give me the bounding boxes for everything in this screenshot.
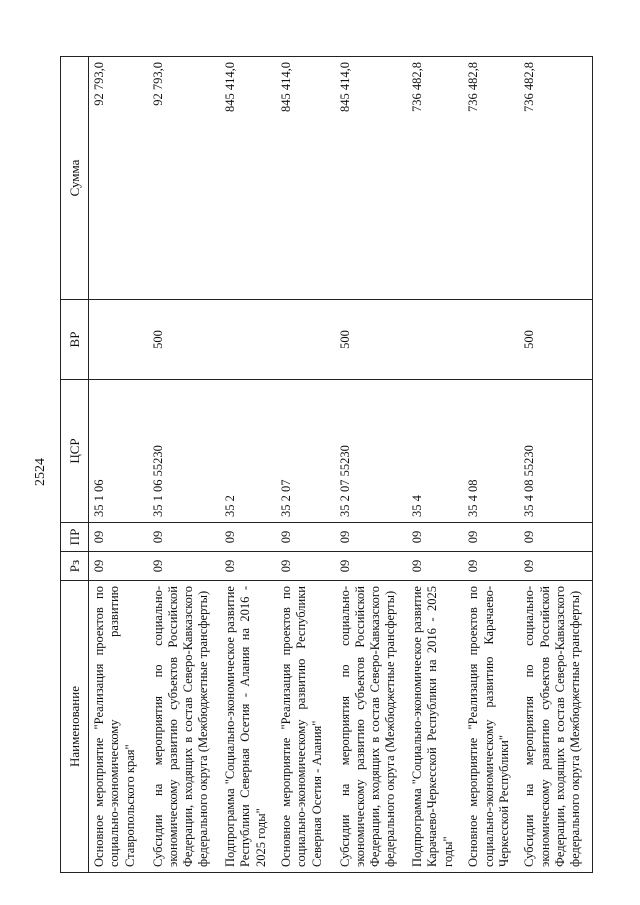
cell-name: Основное мероприятие "Реализация проектов по социально-экономическому развитию Республики Северная Осетия - Алания" <box>276 581 334 873</box>
cell-csr: 35 1 06 <box>89 380 148 523</box>
cell-sum: 736 482,8 <box>519 57 592 300</box>
cell-pr: 09 <box>407 523 463 552</box>
header-pr: ПР <box>61 523 89 552</box>
cell-name: Основное мероприятие "Реализация проектов по социально-экономическому развитию Карачаево-Черкесской Республики" <box>463 581 519 873</box>
header-vr: ВР <box>61 300 89 380</box>
cell-sum: 736 482,8 <box>463 57 519 300</box>
cell-sum: 845 414,0 <box>335 57 408 300</box>
cell-name: Основное мероприятие "Реализация проектов по социально-экономическому развитию Ставропольского края" <box>89 581 148 873</box>
page-number <box>30 452 52 492</box>
cell-sum: 92 793,0 <box>148 57 221 300</box>
cell-csr: 35 1 06 55230 <box>148 380 221 523</box>
cell-csr: 35 4 08 <box>463 380 519 523</box>
cell-csr: 35 4 <box>407 380 463 523</box>
cell-vr <box>89 300 148 380</box>
header-sum: Сумма <box>61 57 89 300</box>
cell-pr: 09 <box>335 523 408 552</box>
table-row <box>463 57 519 873</box>
cell-sum: 92 793,0 <box>89 57 148 300</box>
cell-csr: 35 2 07 55230 <box>335 380 408 523</box>
cell-vr: 500 <box>519 300 592 380</box>
cell-rz: 09 <box>519 552 592 581</box>
cell-vr <box>463 300 519 380</box>
cell-pr: 09 <box>148 523 221 552</box>
table-row <box>519 57 592 873</box>
cell-rz: 09 <box>335 552 408 581</box>
table-row <box>148 57 221 873</box>
cell-vr: 500 <box>148 300 221 380</box>
budget-table <box>60 56 593 873</box>
cell-pr: 09 <box>89 523 148 552</box>
cell-csr: 35 4 08 55230 <box>519 380 592 523</box>
cell-rz: 09 <box>463 552 519 581</box>
table-row <box>89 57 148 873</box>
page-number-text: 2524 <box>33 458 48 486</box>
table-row <box>335 57 408 873</box>
cell-pr: 09 <box>276 523 334 552</box>
cell-csr: 35 2 07 <box>276 380 334 523</box>
cell-name: Субсидии на мероприятия по социально-экономическому развитию субъектов Российской Федерации, входящих в состав Северо-Кавказского федерального округа (Межбюджетные трансферты) <box>519 581 592 873</box>
table-row <box>407 57 463 873</box>
cell-name: Подпрограмма "Социально-экономическое развитие Карачаево-Черкесской Республики на 2016 - 2025 годы" <box>407 581 463 873</box>
cell-name: Субсидии на мероприятия по социально-экономическому развитию субъектов Российской Федерации, входящих в состав Северо-Кавказского федерального округа (Межбюджетные трансферты) <box>335 581 408 873</box>
cell-rz: 09 <box>407 552 463 581</box>
cell-rz: 09 <box>148 552 221 581</box>
cell-name: Подпрограмма "Социально-экономическое развитие Республики Северная Осетия - Алания на 2016 - 2025 годы" <box>220 581 276 873</box>
cell-sum: 845 414,0 <box>276 57 334 300</box>
cell-rz: 09 <box>89 552 148 581</box>
cell-name: Субсидии на мероприятия по социально-экономическому развитию субъектов Российской Федерации, входящих в состав Северо-Кавказского федерального округа (Межбюджетные трансферты) <box>148 581 221 873</box>
cell-pr: 09 <box>463 523 519 552</box>
header-csr: ЦСР <box>61 380 89 523</box>
header-rz: Рз <box>61 552 89 581</box>
cell-pr: 09 <box>519 523 592 552</box>
table-row <box>220 57 276 873</box>
cell-pr: 09 <box>220 523 276 552</box>
header-name: Наименование <box>61 581 89 873</box>
cell-vr <box>276 300 334 380</box>
cell-vr: 500 <box>335 300 408 380</box>
cell-sum: 736 482,8 <box>407 57 463 300</box>
cell-rz: 09 <box>220 552 276 581</box>
table-row <box>276 57 334 873</box>
cell-csr: 35 2 <box>220 380 276 523</box>
rotated-table-container <box>60 57 593 873</box>
table-header-row <box>61 57 89 873</box>
cell-vr <box>407 300 463 380</box>
cell-rz: 09 <box>276 552 334 581</box>
cell-sum: 845 414,0 <box>220 57 276 300</box>
cell-vr <box>220 300 276 380</box>
